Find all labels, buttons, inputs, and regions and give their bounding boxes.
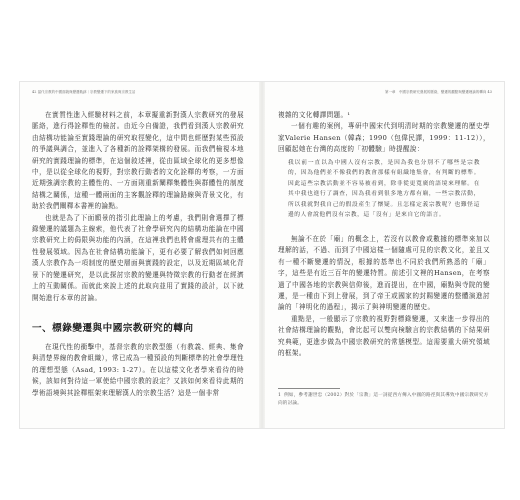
paragraph: 複雜的文化轉譯問題。¹: [278, 111, 351, 119]
right-running-head: 第一章 中國宗教研究發展的脈絡，變遷的觀點與變遷理論的轉向 43: [385, 90, 492, 94]
paragraph: 重點是，一般顯示了宗教的視野對標錄變遷，又來進一步得出的社會結構理論的觀點，會比起可以雙向検驗言的宗教結構的下結果研究典範，更進步做為中國宗教研究的常態模型。這需要重大研究領域的框架。: [278, 314, 490, 358]
footnote-rule: [278, 388, 340, 389]
section-heading: 一、標錄變遷與中國宗教研究的轉向: [32, 323, 194, 334]
paragraph: 一個有趣的案例，專研中國宋代到明清时期的宗教變遷的歷史學家Valerie Hansen（韓森；1990（包偉民譯，1999：11-12）），回顧起她在台灣的高度的「初體驗」時提醒說：: [278, 122, 490, 154]
paragraph: 在實質性進入經驗材料之前，本章擬重新對漢人宗教研究的發展脈絡，進行得詮釋性的檢討。由近今自備證，我們看到漢人宗教研究由結構功能論至實踐理論的研究取徑變化，這中間也經歷對某些預設的爭議與調合，並進入了各種新的詮釋架構的發展。而我們檢視本地研究的實踐理論的標準，在這個敘述裡，從由區域全球化的更多想像中，是以從全球化的視野，對宗教行動者的文化詮釋的考察，一方面近期強調宗教的主體性的、一方面則重新闡釋集體性與群體性的制度結構之關係，這種一體兩面的主客觀詮釋的理論路線與背景文化，有助於我們闡釋本書裡的論點。: [32, 111, 244, 211]
right-page: [264, 82, 504, 428]
footnote-text: 例如，參考謝世忠（2002）對於「宗教」這一詞從西方傳入中國的路徑與其導致中國宗教研究方向的討論。: [278, 393, 489, 406]
left-page: [20, 82, 260, 428]
paragraph: 無論不在於「廟」的概念上，若沒有以教會或數據的標準來加以理解的話，不過、而到了中國這樣一個隨處可見的宗教文化，並且又有一種不斷變遷的情況，根據的基準也不同於我們所熟悉的「廟」字，這些是有近三百年的變遷特質。前述引文裡的Hansen，在考察過了中國各地的宗教與信仰後，進而提出，在中國，廟點與寺院的變遷，是一種由下到上發展，到了帝王或國家的封賜變遷的整體演進討論的「神明化的過程」，揭示了與神明變遷的歷史。: [278, 235, 490, 312]
paragraph: 也就是為了下面願景的指引此理論上的考慮，我們則會選擇了標錄變遷的議題為主線索，他代表了社會學研究內的結構功能論在中國宗教研究上的侷限與功能的內涵，在這裡我們也將會處理共有的主體性發展領域。因為在社會結構功能論下，更有必要了解我們如何回應漢人宗教作為一項制度的歷史層面與實踐的設定，以及近期區域化背景下的變遷研究，是以此探討宗教的變遷與特徵宗教的行動者在經濟上的互動關係。而就此來說上述的此取向並用了實踐的設計，以下就開始進行本章的討論。: [32, 213, 244, 302]
left-running-head: 42 當代宗教的中國面貌與變遷軌跡｜宗教變遷下的家族與宗教生活: [32, 90, 136, 94]
right-opening-text: [278, 110, 490, 156]
footnote: [278, 392, 490, 407]
footnote-number: 1: [278, 393, 282, 398]
block-quote: 我以前一直以為中國人沒有宗教，是因為我也分別不了哪些是宗教的，因為他們並不像我們的教會那樣有組織地集會，有判斷的標準。因此這些宗教活動並不容易被看到，除非從更寬廣的語境來理解。在其中我也進行了調查，因為我看到很多地方都有廟，一些宗教活動，所以我就對我自己的假設產生了懷疑。且怎樣定義宗教呢？也難怪這邊的人會說他們沒有宗教，這「沒有」是來自它的語言。: [288, 160, 480, 219]
left-opening-text: [32, 110, 244, 304]
paragraph: 在現代性的衝擊中，基督宗教的宗教型態（有教義、經典、集會與清楚界線的教會組織），常已成為一種預設的判斷標準的社會學理性的理想型態（Asad, 1993: 1-27）。在以這樣文化者學來看待的時候，該如何對待這一軍使給中國宗教的設定？又該如何來看待此期的學術語境與其詮釋框架來理解漢人的宗教生活？這是一個非常: [32, 343, 244, 397]
right-body-text: [278, 234, 490, 359]
section-body-text: [32, 342, 244, 399]
book-spread: [20, 82, 504, 428]
